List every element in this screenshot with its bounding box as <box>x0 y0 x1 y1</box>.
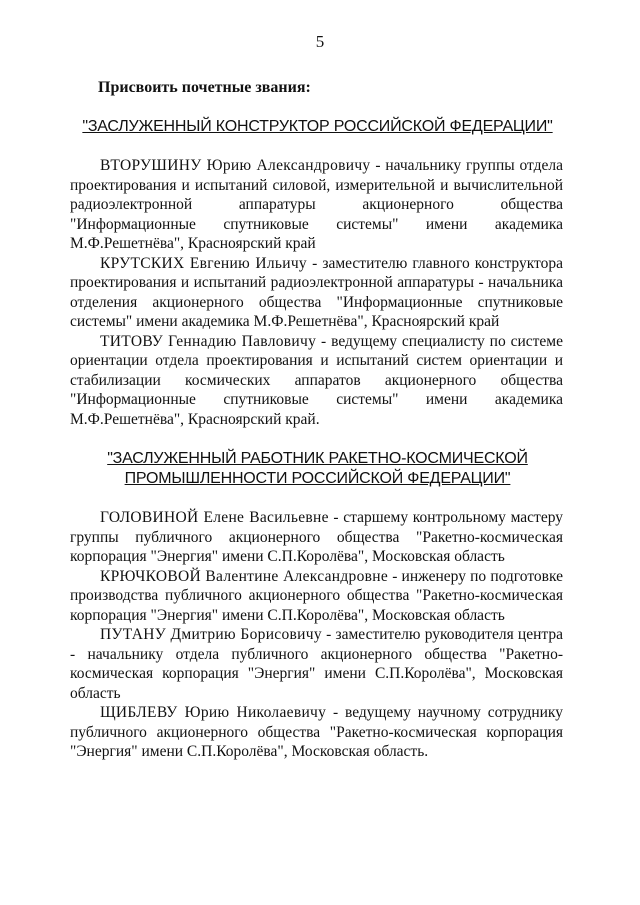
award-entry <box>70 625 563 703</box>
award-entry <box>70 508 563 567</box>
award-entry <box>70 567 563 626</box>
award-entry <box>70 332 563 430</box>
assign-heading: Присвоить почетные звания: <box>98 79 311 96</box>
awardee-position: - заместителю главного конструктора проектирования и испытаний радиоэлектронной аппаратуры - начальника отделения акционерного общества "Информационные спутниковые системы" имени академика М.Ф.Решетнёва", Красноярский край <box>70 254 563 330</box>
awardee-position: - начальнику группы отдела проектирования и испытаний силовой, измерительной и вычислительной радиоэлектронной аппаратуры акционерного общества "Информационные спутниковые системы" имени академика М.Ф.Решетнёва", Красноярский край <box>70 157 563 252</box>
awardee-name: КРЮЧКОВОЙ Валентине Александровне <box>100 567 389 585</box>
awardee-position: - ведущему специалисту по системе ориентации отдела проектирования и испытаний систем ориентации и стабилизации космических аппаратов акционерного общества "Информационные спутниковые системы" имени академика М.Ф.Решетнёва", Красноярский край. <box>70 332 563 428</box>
awardee-position: - старшему контрольному мастеру группы публичного акционерного общества "Ракетно-космическая корпорация "Энергия" имени С.П.Королёва", Московская область <box>70 509 563 565</box>
awardee-name: КРУТСКИХ Евгению Ильичу <box>100 254 307 272</box>
section-entries-honored-rocket-space-worker <box>70 508 563 762</box>
section-entries-honored-designer <box>70 156 563 429</box>
awardee-name: ГОЛОВИНОЙ Елене Васильевне <box>100 509 329 526</box>
awardee-name: ТИТОВУ Геннадию Павловичу <box>100 332 317 350</box>
section-title-line: ПРОМЫШЛЕННОСТИ РОССИЙСКОЙ ФЕДЕРАЦИИ" <box>124 470 511 487</box>
award-entry <box>70 254 563 332</box>
award-entry <box>70 156 563 254</box>
awardee-position: - ведущему научному сотруднику публичного акционерного общества "Ракетно-космическая корпорация "Энергия" имени С.П.Королёва", Московская область. <box>70 704 563 760</box>
awardee-position: - заместителю руководителя центра - начальнику отдела публичного акционерного общества "Ракетно-космическая корпорация "Энергия" имени С.П.Королёва", Московская область <box>70 626 563 702</box>
section-title-honored-rocket-space-worker <box>70 449 565 489</box>
page-number: 5 <box>315 32 325 51</box>
section-title-line: "ЗАСЛУЖЕННЫЙ РАБОТНИК РАКЕТНО-КОСМИЧЕСКОЙ <box>107 450 528 467</box>
awardee-name: ПУТАНУ Дмитрию Борисовичу <box>100 626 322 643</box>
section-title-honored-designer <box>70 117 565 137</box>
award-entry <box>70 703 563 762</box>
awardee-name: ВТОРУШИНУ Юрию Александровичу <box>100 157 371 174</box>
awardee-position: - инженеру по подготовке производства публичного акционерного общества "Ракетно-космическая корпорация "Энергия" имени С.П.Королёва", Московская область <box>70 567 563 624</box>
awardee-name: ЩИБЛЕВУ Юрию Николаевичу <box>100 704 327 721</box>
section-title-line: "ЗАСЛУЖЕННЫЙ КОНСТРУКТОР РОССИЙСКОЙ ФЕДЕРАЦИИ" <box>82 118 553 135</box>
